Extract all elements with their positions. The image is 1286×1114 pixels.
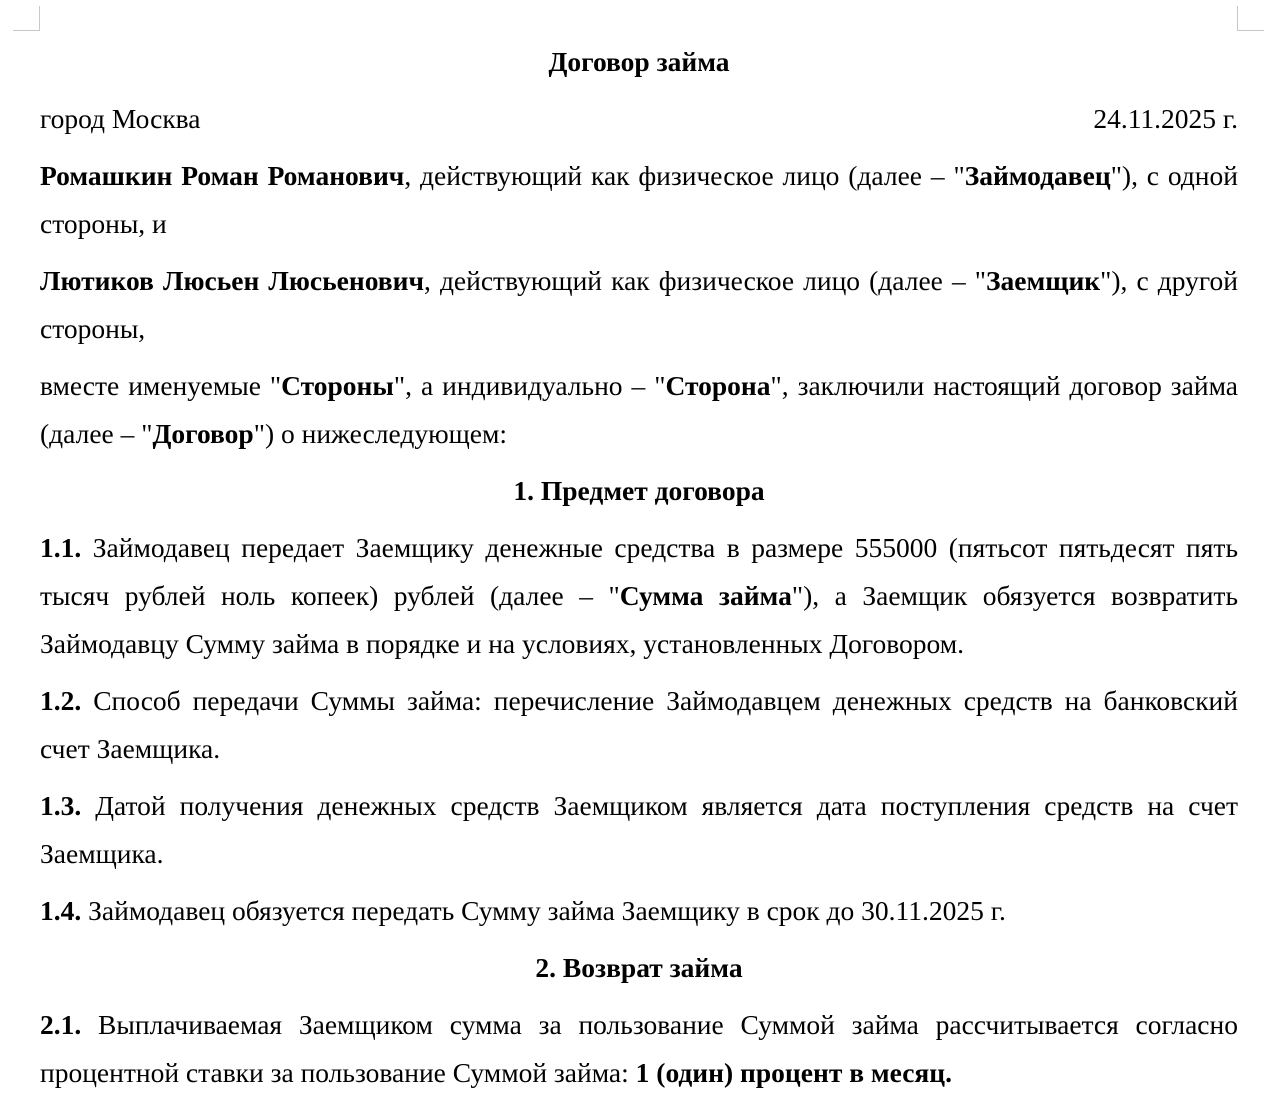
borrower-paragraph [40,257,1238,353]
parties-text-3: ", заключили настоящий договор займа (далее – " [40,370,1238,449]
clause-text: Займодавец обязуется передать Сумму займа Заемщику в срок до 30.11.2025 г. [81,895,1006,926]
borrower-role: Заемщик [986,265,1101,296]
borrower-text-before: , действующий как физическое лицо (далее – " [423,265,987,296]
borrower-text-after: "), с другой стороны, [40,265,1238,344]
clause-1-1 [40,524,1238,668]
parties-paragraph [40,362,1238,458]
lender-text-after: "), с одной стороны, и [40,160,1238,239]
parties-term-contract: Договор [152,418,254,449]
clause-number: 1.2. [40,685,82,716]
lender-paragraph [40,152,1238,248]
clause-1-3 [40,782,1238,878]
section-2-heading: 2. Возврат займа [535,952,743,983]
parties-text-2: ", а индивидуально – " [393,370,666,401]
parties-text-4: ") о нижеследующем: [253,418,508,449]
document-title: Договор займа [548,46,730,77]
clause-2-1 [40,1001,1238,1097]
clause-term-interest-rate: 1 (один) процент в месяц. [635,1057,953,1088]
lender-name: Ромашкин Роман Романович [40,160,405,191]
parties-term-plural: Стороны [281,370,394,401]
clause-text: Выплачиваемая Заемщиком сумма за пользование Суммой займа рассчитывается согласно процентной ставки за пользование Суммой займа: [40,1009,1238,1088]
clause-1-2 [40,677,1238,773]
clause-number: 1.1. [40,532,82,563]
document-date: 24.11.2025 г. [1093,103,1238,134]
page-corner-mark-left [13,6,40,31]
section-1-heading: 1. Предмет договора [513,475,765,506]
clause-number: 1.4. [40,895,82,926]
clause-number: 2.1. [40,1009,82,1040]
document-city: город Москва [40,103,201,134]
clause-text: Займодавец передает Заемщику денежные средства в размере 555000 (пятьсот пятьдесят пять тысяч рублей ноль копеек) рублей (далее – " [40,532,1238,611]
place-date-row [40,95,1238,143]
borrower-name: Лютиков Люсьен Люсьенович [40,265,424,296]
document-page [40,38,1238,1106]
lender-text-before: , действующий как физическое лицо (далее – " [404,160,965,191]
clause-text: "), а Заемщик обязуется возвратить Займодавцу Сумму займа в порядке и на условиях, установленных Договором. [40,580,1238,659]
parties-text-1: вместе именуемые " [40,370,282,401]
clause-1-4 [40,887,1238,935]
clause-text: Датой получения денежных средств Заемщиком является дата поступления средств на счет Заемщика. [40,790,1238,869]
clause-number: 1.3. [40,790,82,821]
lender-role: Займодавец [964,160,1111,191]
clause-text: Способ передачи Суммы займа: перечисление Займодавцем денежных средств на банковский счет Заемщика. [40,685,1238,764]
clause-term-loan-amount: Сумма займа [619,580,792,611]
parties-term-single: Сторона [665,370,771,401]
page-corner-mark-right [1237,6,1264,31]
